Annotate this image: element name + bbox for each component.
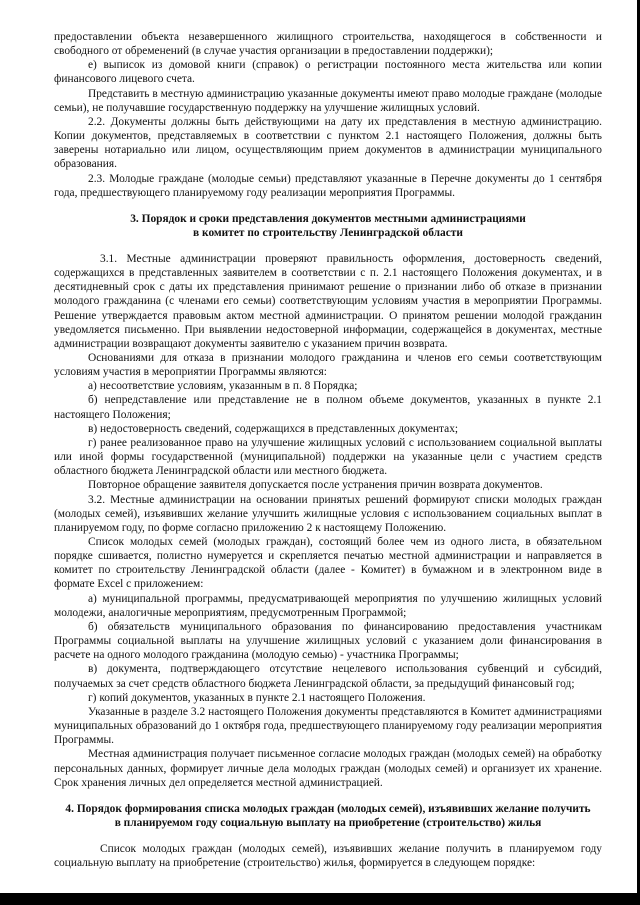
paragraph: предоставлении объекта незавершенного жилищного строительства, находящегося в собственности и свободного от обременений (в случае участия организации в предоставлении поддержки); <box>54 31 602 58</box>
section-4-heading <box>54 802 602 830</box>
paragraph: Список молодых семей (молодых граждан), состоящий более чем из одного листа, в обязательном порядке сшивается, полистно нумеруется и скрепляется печатью местной администрации и направляется в комитет по строительству Ленинградской области (далее - Комитет) в бумажном и в электронном виде в формате Excel с приложением: <box>54 536 602 591</box>
paragraph: Представить в местную администрацию указанные документы имеют право молодые граждане (молодые семьи), не получавшие государственную поддержку на улучшение жилищных условий. <box>54 87 602 114</box>
paragraph: 3.1. Местные администрации проверяют правильность оформления, достоверность сведений, содержащихся в представленных заявителем в соответствии с п. 2.1 настоящего Положения документах, и в десятидневный срок с даты их представления принимают решение о признании либо об отказе в признании молодого гражданина (с членами его семьи) соответствующим условиям участия в мероприятии Программы. Решение утверждается правовым актом местной администрации. О принятом решении молодой гражданин уведомляется письменно. При выявлении недостоверной информации, содержащейся в документах, местные администрации возвращают документы заявителю с указанием причин возврата. <box>54 252 602 350</box>
paragraph: Указанные в разделе 3.2 настоящего Положения документы представляются в Комитет администрациями муниципальных образований до 1 октября года, предшествующего планируемому году реализации мероприятия Программы. <box>54 705 602 747</box>
scan-bottom-bar <box>0 893 640 905</box>
paragraph: Повторное обращение заявителя допускается после устранения причин возврата документов. <box>88 479 543 492</box>
list-item: в) недостоверность сведений, содержащихся в представленных документах; <box>88 422 459 435</box>
section-3-heading-line2: в комитет по строительству Ленинградской области <box>193 226 463 239</box>
list-item: а) муниципальной программы, предусматривающей мероприятия по улучшению жилищных условий молодежи, аналогичные мероприятиям, предусмотренным Программой; <box>54 592 602 619</box>
paragraph: 2.2. Документы должны быть действующими на дату их представления в местную администрацию. Копии документов, представляемых в соответствии с пунктом 2.1 настоящего Положения, должны быть заверены нотариально или лицом, осуществляющим прием документов в администрации муниципального образования. <box>54 115 602 171</box>
section-3-heading <box>54 212 602 240</box>
document-body <box>54 30 602 870</box>
list-item: б) обязательств муниципального образования по финансированию предоставления участникам Программы социальной выплаты на улучшение жилищных условий с указанием доли финансирования в расчете на одного молодого гражданина (молодую семью) - участника Программы; <box>54 620 602 662</box>
paragraph: 2.3. Молодые граждане (молодые семьи) представляют указанные в Перечне документы до 1 сентября года, предшествующего планируемому году реализации мероприятия Программы. <box>54 172 602 199</box>
paragraph: Список молодых граждан (молодых семей), изъявивших желание получить в планируемом году социальную выплату на приобретение (строительство) жилья, формируется в следующем порядке: <box>54 842 602 869</box>
paragraph: 3.2. Местные администрации на основании принятых решений формируют списки молодых граждан (молодых семей), изъявивших желание улучшить жилищные условия с использованием социальных выплат в планируемом году, по форме согласно приложению 2 к настоящему Положению. <box>54 493 602 534</box>
list-item: г) ранее реализованное право на улучшение жилищных условий с использованием социальной выплаты или иной формы государственной (муниципальной) поддержки на указанные цели с участием средств областного бюджета Ленинградской области или местного бюджета. <box>54 436 602 478</box>
list-item: е) выписок из домовой книги (справок) о регистрации постоянного места жительства или копии финансового лицевого счета. <box>54 59 602 86</box>
paragraph: Основаниями для отказа в признании молодого гражданина и членов его семьи соответствующим условиям участия в мероприятии Программы являются: <box>54 351 602 379</box>
paragraph: Местная администрация получает письменное согласие молодых граждан (молодых семей) на обработку персональных данных, формирует личные дела молодых граждан (молодых семей) и организует их хранение. Срок хранения личных дел определяется местной администрацией. <box>54 748 602 789</box>
section-4-heading-line2: в планируемом году социальную выплату на приобретение (строительство) жилья <box>114 816 542 829</box>
list-item: г) копий документов, указанных в пункте 2.1 настоящего Положения. <box>88 691 426 704</box>
section-3-heading-line1: 3. Порядок и сроки представления документов местными администрациями <box>130 212 526 225</box>
list-item: а) несоответствие условиям, указанным в п. 8 Порядка; <box>88 380 358 393</box>
section-4-heading-line1: 4. Порядок формирования списка молодых граждан (молодых семей), изъявивших желание получить <box>65 802 591 815</box>
list-item: б) непредставление или представление не в полном объеме документов, указанных в пункте 2.1 настоящего Положения; <box>54 394 602 421</box>
list-item: в) документа, подтверждающего отсутствие нецелевого использования субвенций и субсидий, получаемых за счет средств областного бюджета Ленинградской области, за предыдущий финансовый год; <box>54 663 602 690</box>
